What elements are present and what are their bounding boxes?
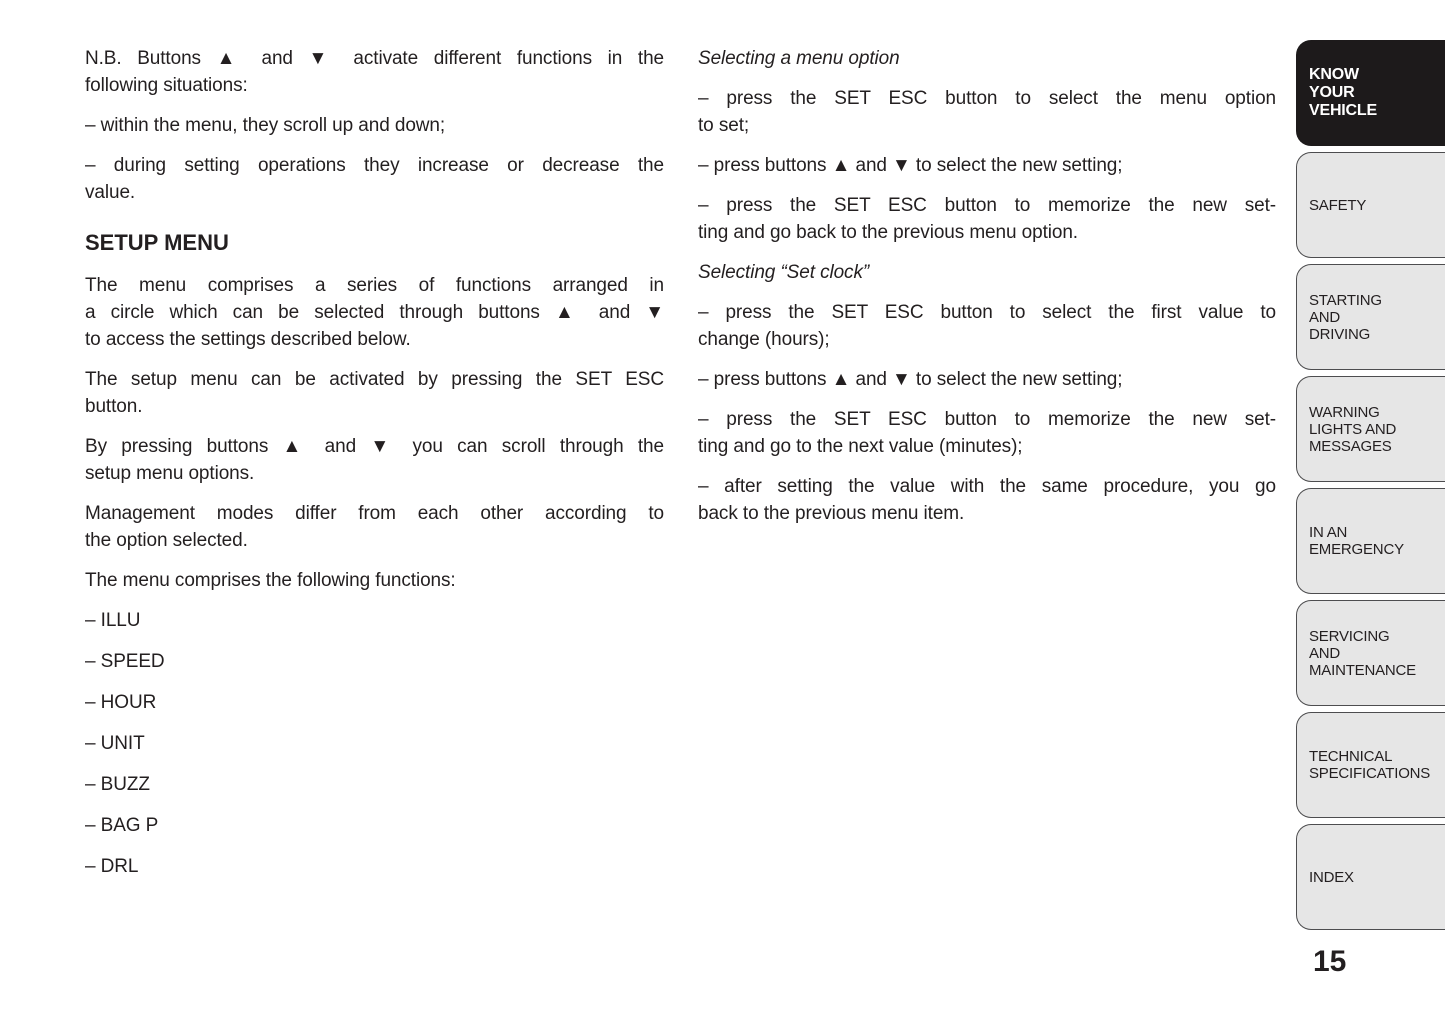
text-line: value. bbox=[85, 182, 136, 203]
tab-servicing-and-maintenance bbox=[1296, 600, 1445, 706]
text-line: Selecting “Set clock” bbox=[698, 262, 870, 283]
paragraph bbox=[698, 473, 1276, 527]
paragraph bbox=[698, 366, 1276, 393]
text-line: a circle which can be selected through buttons ▲ and ▼ bbox=[85, 302, 664, 323]
tab-label-line: YOUR bbox=[1309, 84, 1355, 101]
text-line: following situations: bbox=[85, 75, 248, 96]
tab-warning-lights-and-messages bbox=[1296, 376, 1445, 482]
list-item bbox=[85, 771, 664, 798]
tab-starting-and-driving bbox=[1296, 264, 1445, 370]
tab-label-line: MAINTENANCE bbox=[1309, 661, 1416, 679]
paragraph bbox=[85, 152, 664, 206]
tab-label-line: MESSAGES bbox=[1309, 437, 1392, 455]
tab-index bbox=[1296, 824, 1445, 930]
list-item bbox=[85, 689, 664, 716]
tab-label bbox=[1309, 66, 1377, 120]
tab-label bbox=[1309, 292, 1382, 343]
list-item bbox=[85, 730, 664, 757]
text-line: – HOUR bbox=[85, 692, 157, 713]
text-line: – DRL bbox=[85, 856, 139, 877]
paragraph bbox=[85, 272, 664, 353]
text-line: – press the SET ESC button to memorize the new set- bbox=[698, 195, 1276, 216]
text-line: – press buttons ▲ and ▼ to select the new setting; bbox=[698, 155, 1123, 176]
paragraph bbox=[698, 152, 1276, 179]
text-line: ting and go back to the previous menu option. bbox=[698, 222, 1078, 243]
section-heading bbox=[85, 230, 664, 256]
tab-label-line: LIGHTS AND bbox=[1309, 420, 1397, 438]
tab-label bbox=[1309, 869, 1354, 886]
text-line: – press the SET ESC button to select the first value to bbox=[698, 302, 1276, 323]
list-item bbox=[85, 648, 664, 675]
tab-label-line: KNOW bbox=[1309, 66, 1359, 83]
tab-label-line: INDEX bbox=[1309, 868, 1354, 886]
text-line: ting and go to the next value (minutes); bbox=[698, 436, 1023, 457]
text-line: – during setting operations they increase or decrease the bbox=[85, 155, 664, 176]
text-line: SETUP MENU bbox=[85, 230, 229, 255]
tab-label-line: SERVICING bbox=[1309, 627, 1390, 645]
paragraph bbox=[85, 433, 664, 487]
page-number: 15 bbox=[1313, 945, 1347, 978]
text-line: – SPEED bbox=[85, 651, 165, 672]
text-line: The menu comprises a series of functions arranged in bbox=[85, 275, 664, 296]
tab-label bbox=[1309, 404, 1396, 455]
tab-label-line: EMERGENCY bbox=[1309, 541, 1404, 558]
paragraph bbox=[85, 500, 664, 554]
subsection-heading bbox=[698, 45, 1276, 72]
paragraph bbox=[698, 406, 1276, 460]
list-item bbox=[85, 607, 664, 634]
text-line: The menu comprises the following functions: bbox=[85, 570, 456, 591]
paragraph bbox=[698, 85, 1276, 139]
text-line: back to the previous menu item. bbox=[698, 503, 965, 524]
tab-know-your-vehicle bbox=[1296, 40, 1445, 146]
text-column-left bbox=[85, 45, 664, 894]
section-tab-index bbox=[1296, 40, 1445, 930]
tab-label bbox=[1309, 748, 1430, 782]
text-line: – press the SET ESC button to memorize the new set- bbox=[698, 409, 1276, 430]
tab-label bbox=[1309, 628, 1416, 679]
text-line: – after setting the value with the same procedure, you go bbox=[698, 476, 1276, 497]
text-line: – press the SET ESC button to select the menu option bbox=[698, 88, 1276, 109]
tab-in-an-emergency bbox=[1296, 488, 1445, 594]
text-line: setup menu options. bbox=[85, 463, 255, 484]
tab-label-line: AND bbox=[1309, 308, 1341, 326]
text-line: – within the menu, they scroll up and down; bbox=[85, 115, 446, 136]
tab-label bbox=[1309, 524, 1404, 558]
paragraph bbox=[85, 366, 664, 420]
tab-technical-specifications bbox=[1296, 712, 1445, 818]
tab-safety bbox=[1296, 152, 1445, 258]
tab-label-line: IN AN bbox=[1309, 524, 1348, 541]
text-line: to access the settings described below. bbox=[85, 329, 411, 350]
tab-label-line: AND bbox=[1309, 644, 1341, 662]
text-line: – UNIT bbox=[85, 733, 145, 754]
paragraph bbox=[698, 192, 1276, 246]
text-line: – press buttons ▲ and ▼ to select the new setting; bbox=[698, 369, 1123, 390]
tab-label-line: SPECIFICATIONS bbox=[1309, 765, 1431, 782]
text-column-right bbox=[698, 45, 1276, 540]
tab-label bbox=[1309, 197, 1366, 214]
paragraph bbox=[85, 45, 664, 99]
subsection-heading bbox=[698, 259, 1276, 286]
tab-label-line: VEHICLE bbox=[1309, 102, 1377, 119]
text-line: N.B. Buttons ▲ and ▼ activate different functions in the bbox=[85, 48, 664, 69]
text-line: change (hours); bbox=[698, 329, 830, 350]
text-line: – ILLU bbox=[85, 610, 141, 631]
tab-label-line: WARNING bbox=[1309, 403, 1380, 421]
text-line: The setup menu can be activated by pressing the SET ESC bbox=[85, 369, 664, 390]
list-item bbox=[85, 812, 664, 839]
tab-label-line: TECHNICAL bbox=[1309, 748, 1393, 765]
paragraph bbox=[85, 567, 664, 594]
paragraph bbox=[85, 112, 664, 139]
text-line: – BUZZ bbox=[85, 774, 150, 795]
text-line: button. bbox=[85, 396, 143, 417]
text-line: to set; bbox=[698, 115, 750, 136]
paragraph bbox=[698, 299, 1276, 353]
text-line: – BAG P bbox=[85, 815, 159, 836]
tab-label-line: SAFETY bbox=[1309, 196, 1367, 214]
text-line: By pressing buttons ▲ and ▼ you can scroll through the bbox=[85, 436, 664, 457]
list-item bbox=[85, 853, 664, 880]
text-line: Management modes differ from each other according to bbox=[85, 503, 664, 524]
tab-label-line: STARTING bbox=[1309, 291, 1382, 309]
text-line: Selecting a menu option bbox=[698, 48, 900, 69]
text-line: the option selected. bbox=[85, 530, 248, 551]
tab-label-line: DRIVING bbox=[1309, 325, 1371, 343]
